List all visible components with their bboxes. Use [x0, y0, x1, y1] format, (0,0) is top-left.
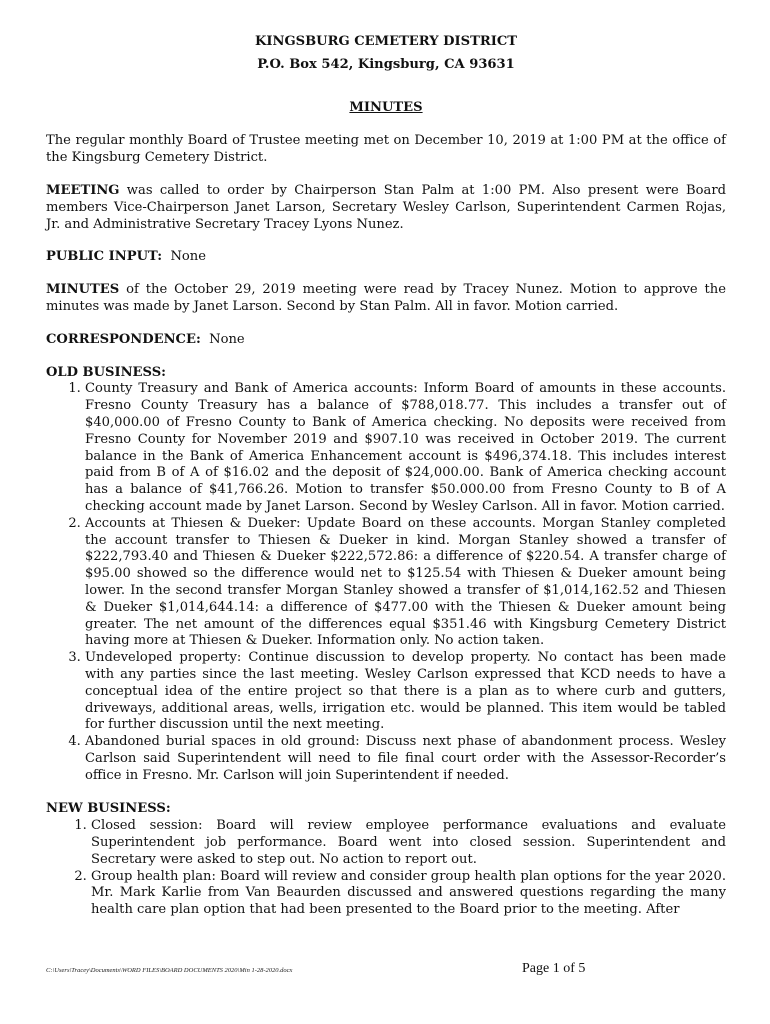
new-business-list	[46, 818, 726, 919]
list-item: 1. County Treasury and Bank of America accounts: Inform Board of amounts in these accounts. Fresno County Treasury has a balance of $788,018.77. This includes a transfer out of $40,000.00 of Fresno County to Bank of America checking. No deposits were received from Fresno County for November 2019 and $907.10 was received in October 2019. The current balance in the Bank of America Enhancement account is $496,374.18. This includes interest paid from B of A of $16.02 and the deposit of $24,000.00. Bank of America checking account has a balance of $41,766.26. Motion to transfer $50.000.00 from Fresno County to B of A checking account made by Janet Larson. Second by Wesley Carlson. All in favor. Motion carried.	[85, 381, 726, 515]
old-business-heading: OLD BUSINESS:	[46, 364, 166, 380]
meeting-text: was called to order by Chairperson Stan Palm at 1:00 PM. Also present were Board members Vice-Chairperson Janet Larson, Secretary Wesley Carlson, Superintendent Carmen Rojas, Jr. and Administrative Secretary Tracey Lyons Nunez.	[46, 182, 726, 232]
public-input-text: None	[162, 249, 206, 265]
minutes-label: MINUTES	[46, 282, 120, 298]
new-business-heading: NEW BUSINESS:	[46, 801, 171, 817]
organization-address: P.O. Box 542, Kingsburg, CA 93631	[257, 56, 515, 72]
list-item: 2. Group health plan: Board will review and consider group health plan options for the year 2020. Mr. Mark Karlie from Van Beaurden discussed and answered questions regarding the many health care plan option that had been presented to the Board prior to the meeting. After	[91, 869, 726, 919]
public-input-label: PUBLIC INPUT:	[46, 249, 163, 265]
correspondence-text: None	[200, 331, 245, 347]
correspondence-label: CORRESPONDENCE:	[46, 331, 201, 347]
meeting-paragraph	[46, 183, 726, 233]
minutes-text: of the October 29, 2019 meeting were read by Tracey Nunez. Motion to approve the minutes was made by Janet Larson. Second by Stan Palm. All in favor. Motion carried.	[46, 282, 726, 314]
correspondence-paragraph	[46, 332, 726, 349]
public-input-paragraph	[46, 249, 726, 266]
old-business-list	[46, 381, 726, 784]
footer-file-path: C:\Users\Tracey\Documents\WORD FILES\BOARD DOCUMENTS 2020\Min 1-28-2020.docx	[46, 967, 293, 974]
document-body	[46, 34, 726, 936]
list-item: 3. Undeveloped property: Continue discussion to develop property. No contact has been made with any parties since the last meeting. Wesley Carlson expressed that KCD needs to have a conceptual idea of the entire project so that there is a plan as to where curb and gutters, driveways, additional areas, wells, irrigation etc. would be planned. This item would be tabled for further discussion until the next meeting.	[85, 650, 726, 734]
minutes-paragraph	[46, 282, 726, 316]
intro-paragraph: The regular monthly Board of Trustee meeting met on December 10, 2019 at 1:00 PM at the office of the Kingsburg Cemetery District.	[46, 133, 726, 166]
document-title: MINUTES	[349, 99, 423, 115]
list-item: 4. Abandoned burial spaces in old ground: Discuss next phase of abandonment process. Wesley Carlson said Superintendent will need to file final court order with the Assessor-Recorder’s office in Fresno. Mr. Carlson will join Superintendent if needed.	[85, 734, 726, 784]
organization-name: KINGSBURG CEMETERY DISTRICT	[254, 34, 518, 49]
page-number: Page 1 of 5	[522, 961, 586, 976]
meeting-label: MEETING	[46, 182, 120, 198]
list-item: 2. Accounts at Thiesen & Dueker: Update Board on these accounts. Morgan Stanley completed the account transfer to Thiesen & Dueker in kind. Morgan Stanley showed a transfer of $222,793.40 and Thiesen & Dueker $222,572.86: a difference of $220.54. A transfer charge of $95.00 showed so the difference would net to $125.54 with Thiesen & Dueker amount being lower. In the second transfer Morgan Stanley showed a transfer of $1,014,162.52 and Thiesen & Dueker $1,014,644.14: a difference of $477.00 with the Thiesen & Dueker amount being greater. The net amount of the differences equal $351.46 with Kingsburg Cemetery District having more at Thiesen & Dueker. Information only. No action taken.	[85, 516, 726, 650]
list-item: 1. Closed session: Board will review employee performance evaluations and evaluate Superintendent job performance. Board went into closed session. Superintendent and Secretary were asked to step out. No action to report out.	[91, 818, 726, 868]
